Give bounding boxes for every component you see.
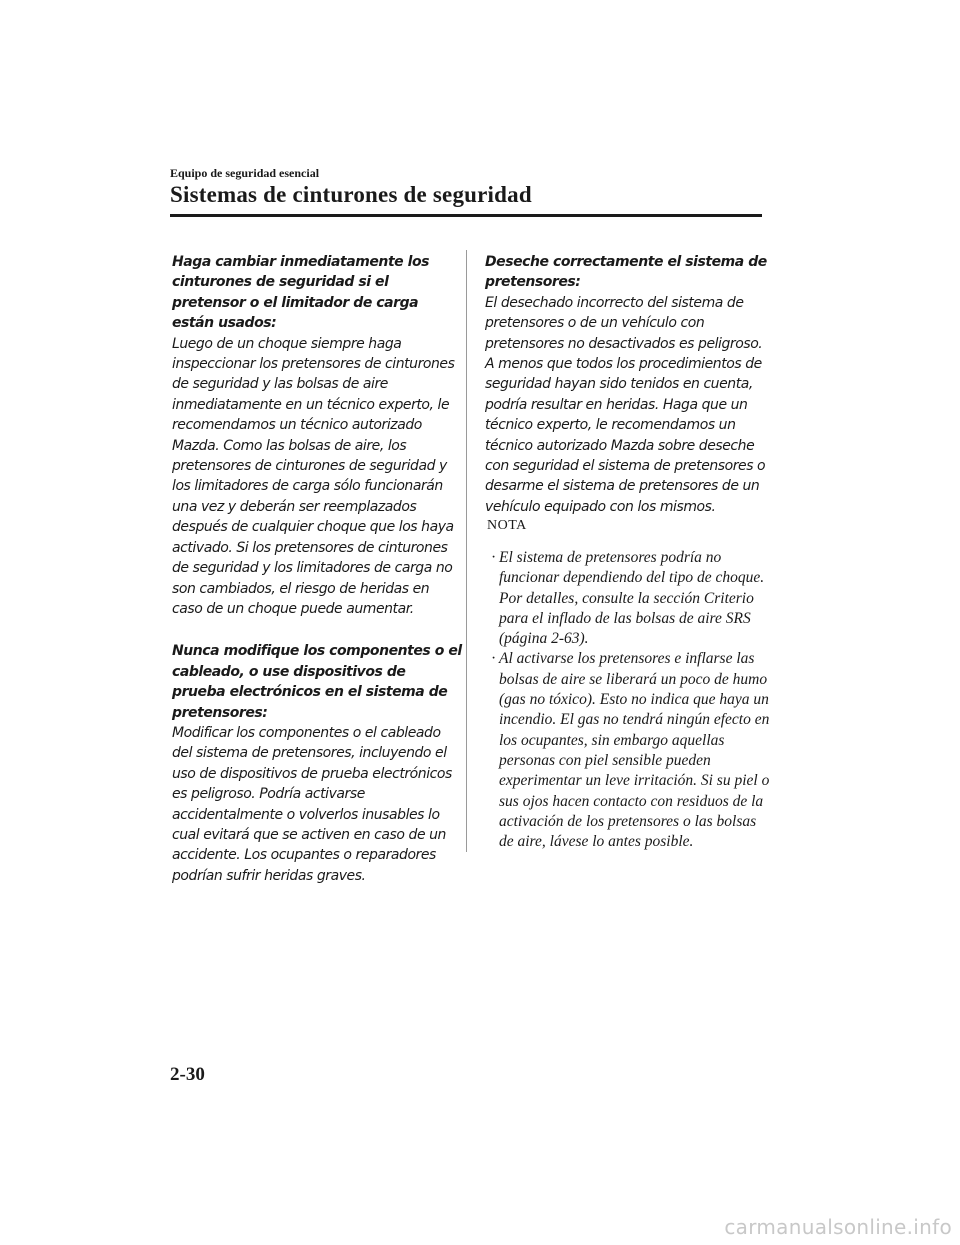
nota-list [486,548,772,852]
page-number: 2-30 [170,1064,205,1085]
section-label: Equipo de seguridad esencial [170,166,320,180]
nota-item-text: Al activarse los pretensores e inflarse las bolsas de aire se liberará un poco de humo (gas no tóxico). Esto no indica que haya un incendio. El gas no tendrá ningún efecto en los ocupantes, sin embargo aquellas personas con piel sensible pueden experimentar un leve irritación. Si su piel o sus ojos hacen contacto con residuos de la activación de los pretensores o las bolsas de aire, lávese lo antes posible. [499,650,770,851]
warning-title-disposal: Deseche correctamente el sistema de pretensores: [485,254,767,291]
nota-label: NOTA [487,518,527,533]
header-rule [170,214,762,217]
nota-item [486,649,772,852]
page-title: Sistemas de cinturones de seguridad [170,182,532,207]
right-column [485,252,767,517]
watermark: carmanualsonline.info [724,1215,952,1239]
bullet-dot-icon: · [491,549,497,566]
nota-item [486,548,772,649]
warning-title-no-modify: Nunca modifique los componentes o el cableado, o use dispositivos de prueba electrónicos en el sistema de pretensores: [172,643,462,721]
warning-title-replace-belts: Haga cambiar inmediatamente los cinturones de seguridad si el pretensor o el limitador de carga están usados: [172,254,430,332]
nota-item-text: El sistema de pretensores podría no funcionar dependiendo del tipo de choque. Por detalles, consulte la sección Criterio para el inflado de las bolsas de aire SRS (página 2-63). [499,549,765,648]
warning-body-replace-belts: Luego de un choque siempre haga inspeccionar los pretensores de cinturones de seguridad y las bolsas de aire inmediatamente en un técnico experto, le recomendamos un técnico autorizado Mazda. Como las bolsas de aire, los pretensores de cinturones de seguridad y los limitadores de carga sólo funcionarán una vez y deberán ser reemplazados después de cualquier choque que los haya activado. Si los pretensores de cinturones de seguridad y los limitadores de carga no son cambiados, el riesgo de heridas en caso de un choque puede aumentar. [172,335,455,617]
paragraph-gap [172,619,462,641]
column-divider [466,250,467,852]
warning-body-disposal: El desechado incorrecto del sistema de pretensores o de un vehículo con pretensores no desactivados es peligroso. A menos que todos los procedimientos de seguridad hayan sido tenidos en cuenta, podría resultar en heridas. Haga que un técnico experto, le recomendamos un técnico autorizado Mazda sobre deseche con seguridad el sistema de pretensores o desarme el sistema de pretensores de un vehículo equipado con los mismos. [485,294,766,515]
warning-body-no-modify: Modificar los componentes o el cableado del sistema de pretensores, incluyendo el uso de dispositivos de prueba electrónicos es peligroso. Podría activarse accidentalmente o volverlos inusables lo cual evitará que se activen en caso de un accidente. Los ocupantes o reparadores podrían sufrir heridas graves. [172,724,452,884]
left-column [172,252,462,886]
bullet-dot-icon: · [491,650,497,668]
